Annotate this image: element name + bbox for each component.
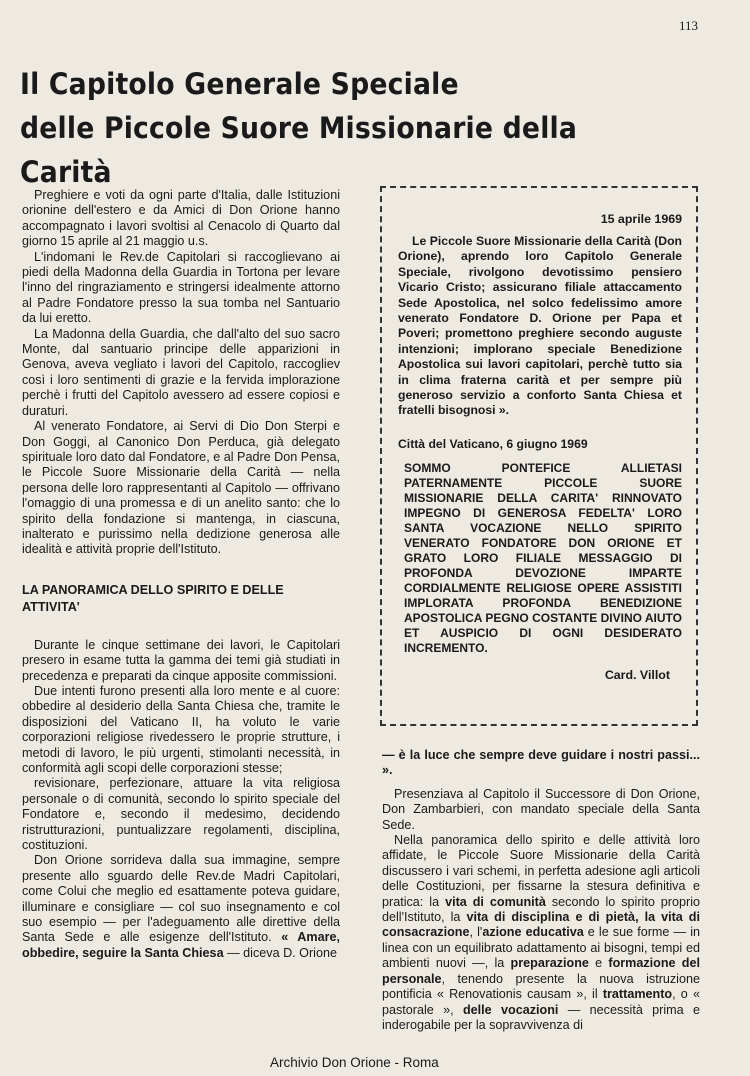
paragraph: Presenziava al Capitolo il Successore di Don Orione, Don Zambarbieri, con mandato speciale della Santa Sede.	[382, 786, 700, 832]
text: , l'	[469, 925, 483, 940]
bold-text: preparazione	[510, 956, 589, 971]
paragraph: Al venerato Fondatore, ai Servi di Dio Don Sterpi e Don Goggi, al Canonico Don Perduca, già delegato spirituale loro dato dal Fondatore, e al Padre Don Pensa, le Piccole Suore Missionarie della Carità — nella persona delle loro rappresentanti al Capitolo — offrivano l'omaggio di una promessa e di un anelito santo: che lo spirito della fondazione si mantenga, in ciascuna, inalterato e purissimo nella dedizione generosa alle idealità e attività proprie dell'Istituto.	[22, 419, 340, 557]
paragraph: La Madonna della Guardia, che dall'alto del suo sacro Monte, dal santuario principe delle apparizioni in Genova, aveva vegliato i lavori del Capitolo, raccogliev così i loro sentimenti di grazie e la fervida implorazione perchè i frutti del Capitolo avessero ad essere copiosi e duraturi.	[22, 326, 340, 418]
bold-text: vita di disciplina e di pietà, la vita di consacrazione	[382, 910, 700, 940]
telegram-date: 15 aprile 1969	[600, 212, 682, 226]
text: , o « pastorale »,	[382, 987, 700, 1017]
bold-text: trattamento	[602, 987, 673, 1002]
title-line-2: delle Piccole Suore Missionarie della Carità	[20, 111, 578, 189]
text: , tenendo presente la nuova istruzione pontificia « Renovationis causam », il	[382, 971, 700, 1002]
title-line-1: Il Capitolo Generale Speciale	[20, 67, 459, 101]
text: Nella panoramica dello spirito e delle attività loro affidate, le Piccole Suore Missionarie della Carità discussero i vari schemi, in perfetta adesione agli articoli delle Costituzioni, per fissarne la stesura definitiva e pratica: la	[382, 833, 700, 909]
right-column	[382, 748, 700, 1033]
paragraph-text: Don Orione sorrideva dalla sua immagine, sempre presente allo sguardo delle Rev.de Madri Capitolari, come Colui che meglio ed esattamente poteva guidare, illuminare e consigliare — col suo insegnamento e col suo esempio — per l'adeguamento alle direttive della Santa Sede e alle esigenze dell'Istituto.	[22, 853, 340, 945]
telegram-city-date: Città del Vaticano, 6 giugno 1969	[398, 436, 588, 451]
bold-text: azione educativa	[482, 925, 584, 940]
text: e	[588, 956, 609, 971]
bold-text: formazione del personale	[382, 956, 700, 986]
text: secondo lo spirito proprio dell'Istituto, la	[382, 894, 700, 925]
left-column	[22, 188, 340, 961]
paragraph: Preghiere e voti da ogni parte d'Italia, dalle Istituzioni orionine dell'estero e da Amici di Don Orione hanno accompagnato i lavori svoltisi al Cenacolo di Quarto dal giorno 15 aprile al 21 maggio u.s.	[22, 188, 340, 249]
paragraph: Durante le cinque settimane dei lavori, le Capitolari presero in esame tutta la gamma dei temi già studiati in precedenza e preparati da cinque apposite commissioni.	[22, 637, 340, 683]
text: e le sue forme — in linea con un equilibrato adattamento ai bisogni, tempi ed ambienti nuovi —, la	[382, 925, 700, 971]
section-heading: LA PANORAMICA DELLO SPIRITO E DELLE ATTIVITA'	[22, 582, 284, 614]
paragraph	[382, 833, 700, 1033]
quote-bold: « Amare, obbedire, seguire la Santa Chiesa	[22, 930, 340, 960]
lead-quote: — è la luce che sempre deve guidare i nostri passi... ».	[382, 748, 700, 778]
paragraph: Due intenti furono presenti alla loro mente e al cuore: obbedire al desiderio della Santa Chiesa che, tramite le disposizioni del Vaticano II, ha voluto le varie corporazioni religiose rivedessero le proprie strutture, i metodi di lavoro, le più urgenti, stimolanti necessità, in conformità agli scopi delle corporazioni stesse;	[22, 683, 340, 775]
text: — necessità prima e inderogabile per la sopravvivenza di	[382, 1002, 700, 1032]
telegram-reply: SOMMO PONTEFICE ALLIETASI PATERNAMENTE PICCOLE SUORE MISSIONARIE DELLA CARITA' RINNOVATO IMPEGNO DI GENEROSA FEDELTA' LORO SANTA VOCAZIONE NELLO SPIRITO VENERATO FONDATORE DON ORIONE ET GRATO LORO FILIALE MESSAGGIO DI PROFONDA DEVOZIONE IMPARTE CORDIALMENTE RELIGIOSE OPERE ASSISTITI IMPLORATA PROFONDA BENEDIZIONE APOSTOLICA PEGNO COSTANTE DIVINO AIUTO ET AUSPICIO DI OGNI DESIDERATO INCREMENTO.	[404, 460, 682, 655]
bold-text: vita di comunità	[445, 894, 546, 909]
paragraph: L'indomani le Rev.de Capitolari si raccoglievano ai piedi della Madonna della Guardia in Tortona per levare l'inno del ringraziamento e stringersi idealmente attorno al Padre Fondatore presso la sua tomba nel Santuario da lui eretto.	[22, 249, 340, 326]
paragraph: revisionare, perfezionare, attuare la vita religiosa personale o di comunità, secondo lo spirito speciale del Fondatore e, secondo il medesimo, decidendo ristrutturazioni, puntualizzare regolamenti, disciplina, costituzioni.	[22, 776, 340, 853]
paragraph	[22, 853, 340, 961]
signature: Card. Villot	[604, 667, 670, 682]
telegram-box	[380, 186, 698, 726]
telegram-text: Le Piccole Suore Missionarie della Carità (Don Orione), aprendo loro Capitolo Generale Speciale, rivolgono devotissimo pensiero Vicario Cristo; assicurano filiale attaccamento Sede Apostolica, nel solco fedelissimo amore venerato Fondatore D. Orione per Papa et Poveri; promettono preghiere secondo auguste intenzioni; implorano speciale Benedizione Apostolica sui lavori capitolari, perchè tutto sia in clima fraterna carità et per sempre più generoso servizio a conforto Santa Chiesa et fratelli bisognosi ».	[398, 234, 682, 418]
archive-footer: Archivio Don Orione - Roma	[270, 1055, 439, 1070]
page-number: 113	[678, 18, 698, 33]
bold-text: delle vocazioni	[462, 1002, 559, 1017]
paragraph-text: — diceva D. Orione	[223, 945, 337, 960]
page-title	[20, 62, 664, 194]
